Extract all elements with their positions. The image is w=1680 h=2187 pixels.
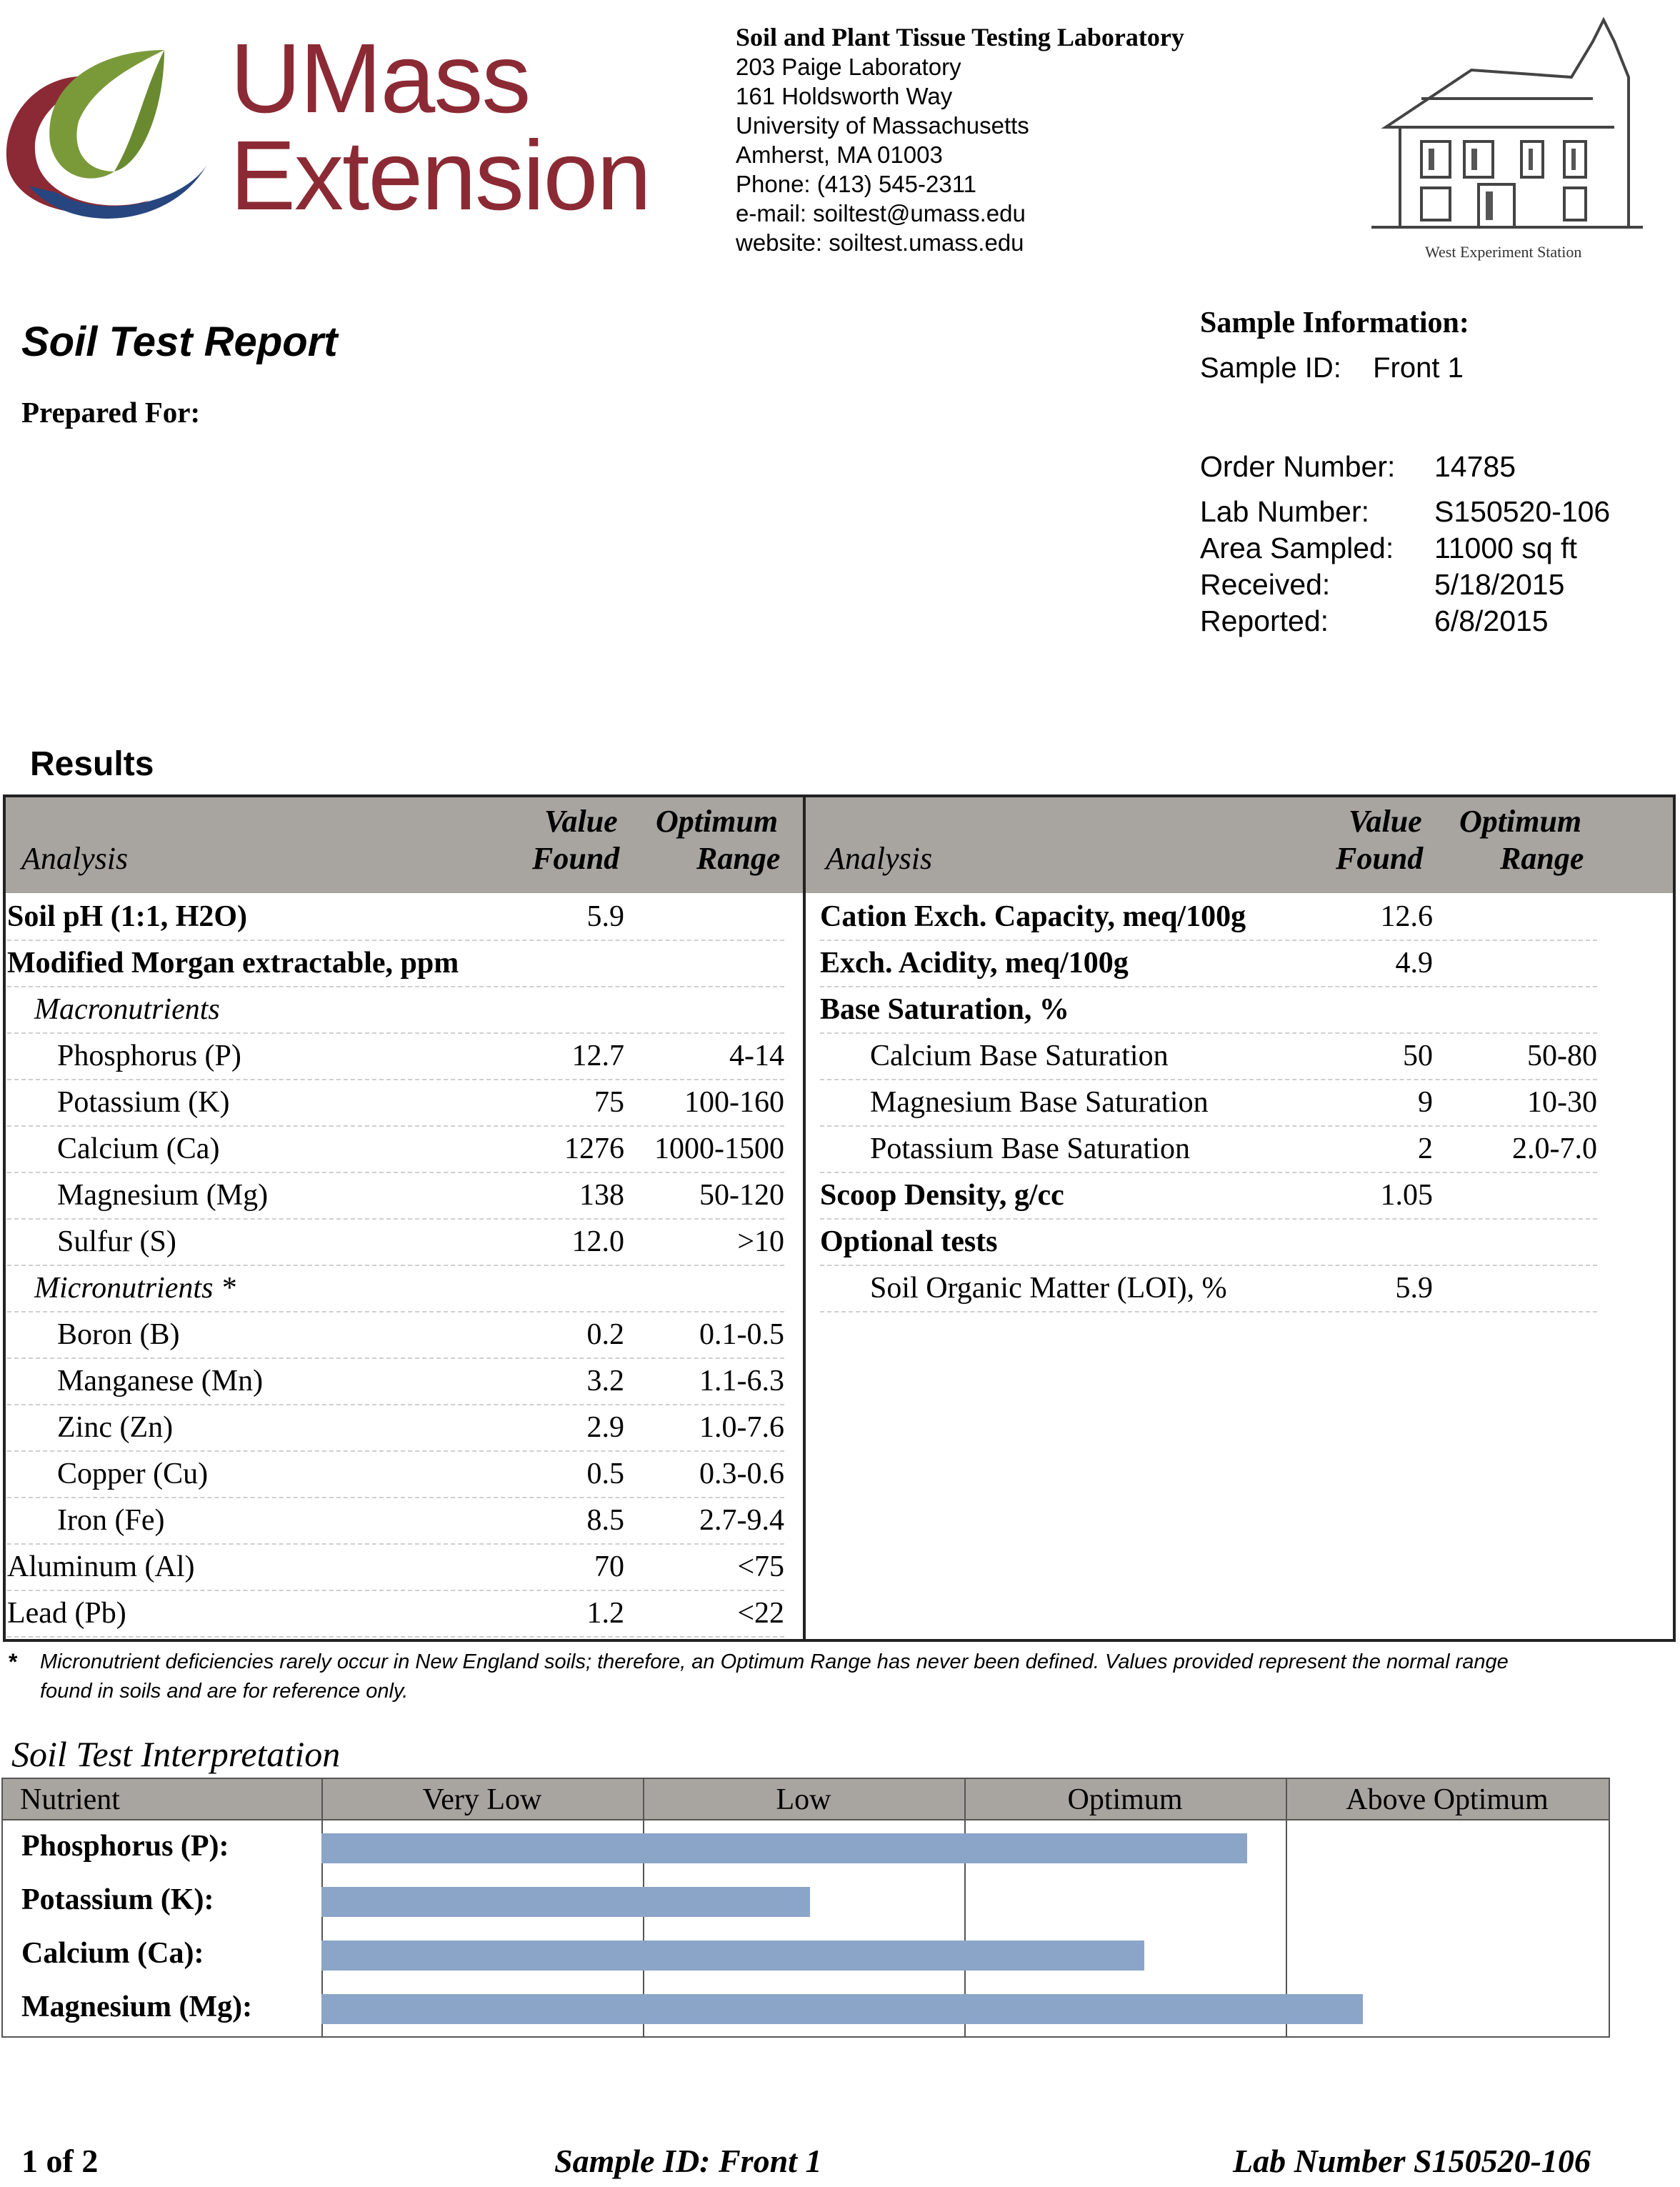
footnote-star: * [9,1649,18,1675]
result-row [820,1173,1597,1220]
value-found: 12.6 [1380,900,1433,933]
received-row [1200,567,1610,603]
result-row [7,1498,784,1545]
analysis-name: Micronutrients * [34,1272,236,1305]
value-found: 5.9 [586,900,624,933]
analysis-name: Optional tests [820,1225,998,1258]
result-row [820,1266,1597,1312]
left-header-value-2: Found [532,841,620,876]
results-heading: Results [30,745,154,783]
analysis-name: Modified Morgan extractable, ppm [7,947,459,980]
interpretation-column-header: Nutrient [20,1783,120,1816]
result-row [820,987,1597,1034]
value-found: 70 [594,1550,624,1583]
value-found: 12.0 [571,1225,624,1258]
reported-row [1200,603,1610,639]
order-row [1200,449,1610,485]
optimum-range: <75 [737,1550,784,1583]
right-header-range: Range [1500,841,1584,876]
lab-name: Soil and Plant Tissue Testing Laboratory [736,23,1184,51]
interpretation-nutrient-label: Phosphorus (P): [21,1830,229,1863]
logo-line-2: Extension [230,121,651,231]
reported-label: Reported: [1200,604,1329,637]
sample-id-label: Sample ID: [1200,352,1341,384]
interpretation-heading: Soil Test Interpretation [11,1734,341,1774]
order-value: 14785 [1434,450,1516,483]
left-header-range: Range [696,841,781,876]
result-row [7,1080,784,1127]
lab-contact-block [736,23,1184,257]
right-header-analysis: Analysis [826,841,933,876]
analysis-name: Macronutrients [34,993,220,1026]
analysis-name: Boron (B) [57,1318,180,1351]
result-row [7,1359,784,1405]
result-row [820,1034,1597,1080]
interpretation-level-bar [321,1994,1363,2024]
value-found: 50 [1403,1040,1433,1072]
value-found: 8.5 [586,1504,624,1537]
value-found: 0.2 [586,1318,624,1351]
right-header-value-1: Value [1349,804,1422,839]
logo-line-1: UMass [230,24,530,134]
optimum-range: 2.7-9.4 [699,1504,784,1537]
value-found: 4.9 [1395,947,1433,980]
result-row [820,941,1597,987]
footer-lab-number: Lab Number S150520-106 [1233,2143,1591,2179]
optimum-range: <22 [737,1597,784,1630]
analysis-name: Aluminum (Al) [7,1550,195,1583]
result-row [820,1127,1597,1173]
right-header-value-2: Found [1336,841,1424,876]
result-row [7,1220,784,1266]
analysis-name: Exch. Acidity, meq/100g [820,947,1129,980]
analysis-name: Scoop Density, g/cc [820,1179,1064,1212]
interpretation-level-bar [321,1941,1144,1971]
phone-line: Phone: (413) 545-2311 [736,171,976,197]
value-found: 1.2 [586,1597,624,1630]
result-row [7,1127,784,1173]
analysis-name: Zinc (Zn) [57,1411,174,1444]
result-row [7,987,784,1034]
footnote-text: Micronutrient deficiencies rarely occur in New England soils; therefore, an Optimum Range has never been defined. Values provided represent the normal range found in soils and are for reference only. [40,1650,1509,1703]
result-row [7,895,784,941]
result-row [7,1266,784,1312]
value-found: 3.2 [586,1365,624,1398]
leaf-logo-icon [0,36,214,236]
value-found: 2 [1418,1132,1433,1165]
area-label: Area Sampled: [1200,532,1394,564]
result-row [7,1545,784,1591]
optimum-range: >10 [737,1225,784,1258]
value-found: 12.7 [571,1040,624,1072]
interpretation-level-bar [321,1887,810,1917]
optimum-range: 4-14 [729,1040,784,1072]
page-number: 1 of 2 [21,2143,99,2179]
value-found: 9 [1418,1086,1433,1119]
micronutrient-footnote [9,1648,1651,1712]
optimum-range: 10-30 [1527,1086,1597,1119]
value-found: 1276 [564,1132,624,1165]
area-value: 11000 sq ft [1434,532,1577,564]
analysis-name: Lead (Pb) [7,1597,126,1630]
left-header-value-1: Value [544,804,618,839]
value-found: 0.5 [586,1458,624,1490]
optimum-range: 0.3-0.6 [699,1458,784,1490]
logo-wordmark [230,24,651,231]
result-row [7,1312,784,1359]
report-title: Soil Test Report [21,319,338,365]
optimum-range: 50-80 [1527,1040,1597,1072]
station-caption: West Experiment Station [1425,243,1582,261]
analysis-name: Copper (Cu) [57,1458,209,1490]
optimum-range: 2.0-7.0 [1512,1132,1597,1165]
value-found: 5.9 [1395,1272,1433,1305]
result-row [7,1591,784,1638]
analysis-name: Soil pH (1:1, H2O) [7,900,248,933]
address-line: 161 Holdsworth Way [736,83,953,109]
analysis-name: Iron (Fe) [57,1504,165,1537]
value-found: 1.05 [1380,1179,1433,1212]
umass-logo [0,36,214,236]
interpretation-level-bar [321,1833,1247,1863]
value-found: 138 [579,1179,624,1212]
station-sketch [1357,13,1657,270]
address-line: 203 Paige Laboratory [736,54,961,80]
sample-info-heading: Sample Information: [1200,307,1469,339]
result-row [7,1452,784,1498]
analysis-name: Potassium Base Saturation [870,1132,1190,1165]
result-row [820,1220,1597,1266]
result-row [7,1034,784,1080]
lab-label: Lab Number: [1200,495,1370,528]
order-details [1200,449,1610,639]
analysis-name: Magnesium Base Saturation [870,1086,1209,1119]
sample-id-line [1200,352,1464,384]
received-label: Received: [1200,568,1331,601]
value-found: 2.9 [586,1411,624,1444]
right-header-optimum: Optimum [1459,804,1582,839]
analysis-name: Cation Exch. Capacity, meq/100g [820,900,1246,933]
interpretation-column-header: Above Optimum [1346,1783,1549,1816]
analysis-name: Potassium (K) [57,1086,230,1119]
interpretation-nutrient-label: Potassium (K): [21,1883,214,1916]
address-line: Amherst, MA 01003 [736,141,943,168]
interpretation-nutrient-label: Calcium (Ca): [21,1937,204,1970]
lab-row [1200,494,1610,530]
analysis-name: Calcium Base Saturation [870,1040,1169,1072]
optimum-range: 1.1-6.3 [699,1365,784,1398]
analysis-name: Sulfur (S) [57,1225,176,1258]
left-header-analysis: Analysis [21,841,129,876]
analysis-name: Calcium (Ca) [57,1132,220,1165]
result-row [7,941,784,987]
interpretation-column-header: Low [776,1783,831,1816]
result-row [7,1173,784,1220]
optimum-range: 100-160 [684,1086,784,1119]
value-found: 75 [594,1086,624,1119]
building-sketch-icon [1357,13,1657,249]
address-line: University of Massachusetts [736,112,1029,139]
results-column-divider [803,797,806,1639]
analysis-name: Soil Organic Matter (LOI), % [870,1272,1227,1305]
interpretation-column-header: Very Low [422,1783,542,1816]
lab-value: S150520-106 [1434,495,1611,528]
analysis-name: Phosphorus (P) [57,1040,241,1072]
result-row [820,895,1597,941]
email-line: e-mail: soiltest@umass.edu [736,200,1026,226]
analysis-name: Manganese (Mn) [57,1365,264,1398]
website-line: website: soiltest.umass.edu [736,229,1024,256]
optimum-range: 1000-1500 [654,1132,784,1165]
analysis-name: Base Saturation, % [820,993,1069,1026]
prepared-for-label: Prepared For: [21,396,201,429]
received-value: 5/18/2015 [1434,568,1565,601]
analysis-name: Magnesium (Mg) [57,1179,269,1212]
optimum-range: 0.1-0.5 [699,1318,784,1351]
reported-value: 6/8/2015 [1434,604,1549,637]
sample-id-value: Front 1 [1373,352,1464,384]
order-label: Order Number: [1200,450,1396,483]
result-row [820,1080,1597,1127]
interpretation-column-header: Optimum [1067,1783,1183,1816]
optimum-range: 1.0-7.6 [699,1411,784,1444]
result-row [7,1405,784,1452]
area-row [1200,530,1610,567]
left-header-optimum: Optimum [656,804,779,839]
interpretation-nutrient-label: Magnesium (Mg): [21,1991,253,2023]
footer-sample-id: Sample ID: Front 1 [554,2143,822,2179]
optimum-range: 50-120 [699,1179,784,1212]
